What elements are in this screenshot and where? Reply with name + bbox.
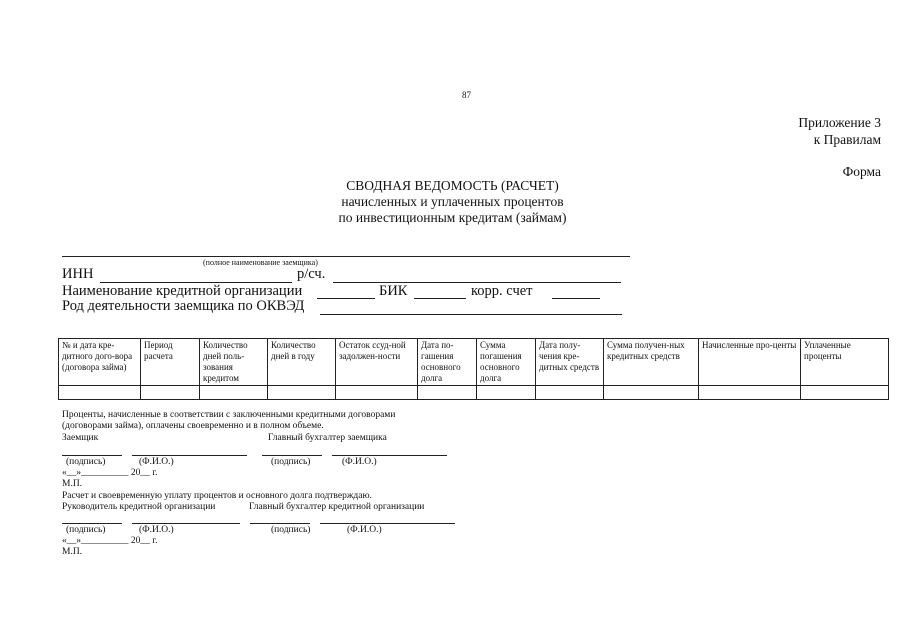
bank-head-name-line[interactable]	[132, 523, 240, 524]
bank-name-label: Наименование кредитной организации	[62, 283, 303, 299]
bank-head-label: Руководитель кредитной организации	[62, 502, 216, 512]
table-cell[interactable]	[477, 386, 536, 400]
title-line-1: СВОДНАЯ ВЕДОМОСТЬ (РАСЧЕТ)	[346, 178, 559, 193]
activity-field[interactable]	[320, 314, 622, 315]
bik-field[interactable]	[414, 298, 466, 299]
table-cell[interactable]	[141, 386, 200, 400]
table-row	[59, 386, 889, 400]
col-repayment-date: Дата по-гашения основного долга	[418, 339, 477, 386]
borrower-fio-caption: (Ф.И.О.)	[139, 457, 174, 467]
accountant-fio-caption: (Ф.И.О.)	[342, 457, 377, 467]
appendix-note	[798, 114, 881, 148]
form-label: Форма	[842, 164, 881, 179]
title-line-3: по инвестиционным кредитам (займам)	[338, 210, 567, 225]
bank-head-signature-line[interactable]	[62, 523, 122, 524]
bank-name-field[interactable]	[317, 298, 375, 299]
appendix-line-1: Приложение 3	[798, 115, 881, 130]
accountant-signature-caption: (подпись)	[271, 457, 311, 467]
borrower-name-caption: (полное наименование заемщика)	[203, 258, 318, 267]
table-cell[interactable]	[336, 386, 418, 400]
bank-chief-accountant-label: Главный бухгалтер кредитной организации	[249, 502, 425, 512]
col-paid-interest: Уплаченные проценты	[801, 339, 889, 386]
corr-account-label: корр. счет	[471, 283, 533, 299]
interest-table	[58, 338, 889, 400]
statement-line-1: Проценты, начисленные в соответствии с заключенными кредитными договорами	[62, 410, 396, 420]
borrower-signature-line[interactable]	[62, 455, 122, 456]
borrower-name-line	[62, 256, 630, 257]
table-cell[interactable]	[604, 386, 699, 400]
col-days-used: Количество дней поль-зования кредитом	[200, 339, 268, 386]
col-balance: Остаток ссуд-ной задолжен-ности	[336, 339, 418, 386]
corr-account-field[interactable]	[552, 298, 600, 299]
borrower-seal: М.П.	[62, 479, 83, 489]
appendix-line-2: к Правилам	[813, 132, 881, 147]
table-cell[interactable]	[536, 386, 604, 400]
bank-head-signature-caption: (подпись)	[66, 525, 106, 535]
table-cell[interactable]	[59, 386, 141, 400]
accountant-signature-line[interactable]	[262, 455, 322, 456]
accountant-name-sign-line[interactable]	[332, 455, 447, 456]
table-header-row	[59, 339, 889, 386]
confirmation-text: Расчет и своевременную уплату процентов и основного долга подтверждаю.	[62, 491, 372, 501]
account-label: р/сч.	[297, 266, 326, 282]
col-contract: № и дата кре-дитного дого-вора (договора займа)	[59, 339, 141, 386]
page-number: 87	[462, 90, 471, 100]
bank-accountant-fio-caption: (Ф.И.О.)	[347, 525, 382, 535]
col-accrued-interest: Начисленные про-центы	[699, 339, 801, 386]
table-cell[interactable]	[418, 386, 477, 400]
col-period: Период расчета	[141, 339, 200, 386]
borrower-label: Заемщик	[62, 433, 99, 443]
bank-accountant-signature-line[interactable]	[250, 523, 310, 524]
col-received-sum: Сумма получен-ных кредитных средств	[604, 339, 699, 386]
table-cell[interactable]	[801, 386, 889, 400]
activity-label: Род деятельности заемщика по ОКВЭД	[62, 298, 305, 314]
bank-date-line: «__»__________ 20__ г.	[62, 536, 158, 546]
bik-label: БИК	[379, 283, 408, 299]
title-line-2: начисленных и уплаченных процентов	[341, 194, 564, 209]
table-cell[interactable]	[699, 386, 801, 400]
bank-accountant-name-line[interactable]	[320, 523, 455, 524]
document-title	[0, 178, 905, 226]
col-days-year: Количество дней в году	[268, 339, 336, 386]
table-cell[interactable]	[200, 386, 268, 400]
col-receipt-date: Дата полу-чения кре-дитных средств	[536, 339, 604, 386]
borrower-signature-caption: (подпись)	[66, 457, 106, 467]
bank-seal: М.П.	[62, 547, 83, 557]
borrower-name-sign-line[interactable]	[132, 455, 247, 456]
bank-head-fio-caption: (Ф.И.О.)	[139, 525, 174, 535]
inn-label: ИНН	[62, 266, 94, 282]
statement-line-2: (договорами займа), оплачены своевременно и в полном объеме.	[62, 421, 324, 431]
borrower-chief-accountant-label: Главный бухгалтер заемщика	[268, 433, 387, 443]
col-repayment-sum: Сумма погашения основного долга	[477, 339, 536, 386]
bank-accountant-signature-caption: (подпись)	[271, 525, 311, 535]
table-cell[interactable]	[268, 386, 336, 400]
borrower-date-line: «__»__________ 20__ г.	[62, 468, 158, 478]
